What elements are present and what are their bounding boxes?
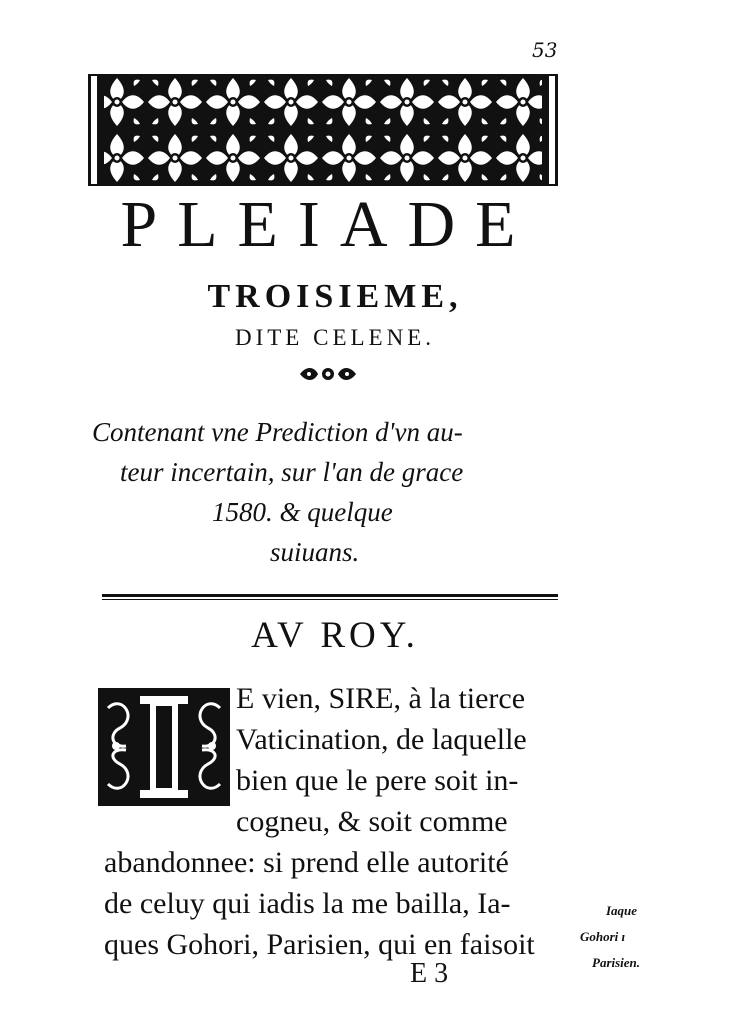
intro-line: 1580. & quelque (212, 497, 393, 527)
body-text-full (104, 842, 584, 965)
body-line: bien que le pere soit in- (236, 764, 519, 797)
section-heading: AV ROY. (251, 615, 419, 656)
margin-note (578, 898, 668, 976)
intro-paragraph (92, 412, 572, 572)
intro-line: teur incertain, sur l'an de grace (120, 457, 464, 487)
signature-mark: E 3 (410, 958, 449, 989)
body-text-indented (236, 678, 576, 842)
margin-note-line: Parisien. (592, 955, 641, 970)
body-line: de celuy qui iadis la me bailla, Ia- (104, 887, 511, 920)
horizontal-rule (102, 594, 558, 597)
margin-note-line: Gohori ı (580, 929, 626, 944)
subtitle-line-2: DITE CELENE. (234, 325, 435, 350)
decorated-initial (98, 688, 230, 806)
horizontal-rule-thin (102, 599, 558, 600)
body-line: E vien, SIRE, à la tierce (236, 682, 526, 715)
body-line: ques Gohori, Parisien, qui en faisoit (104, 928, 535, 961)
body-line: Vaticination, de laquelle (236, 723, 527, 756)
headpiece-pattern (88, 74, 558, 186)
page-title: PLEIADE (120, 188, 536, 261)
body-line: cogneu, & soit comme (236, 805, 508, 838)
fleuron-ornament (296, 364, 360, 384)
body-line: abandonnee: si prend elle autorité (104, 846, 509, 879)
subtitle-line-1: TROISIEME, (207, 278, 463, 315)
intro-line: Contenant vne Prediction d'vn au- (92, 417, 463, 447)
margin-note-line: Iaque (606, 903, 638, 918)
intro-line: suiuans. (270, 537, 360, 567)
page-number: 53 (532, 38, 558, 62)
ornamental-headpiece (88, 74, 558, 186)
